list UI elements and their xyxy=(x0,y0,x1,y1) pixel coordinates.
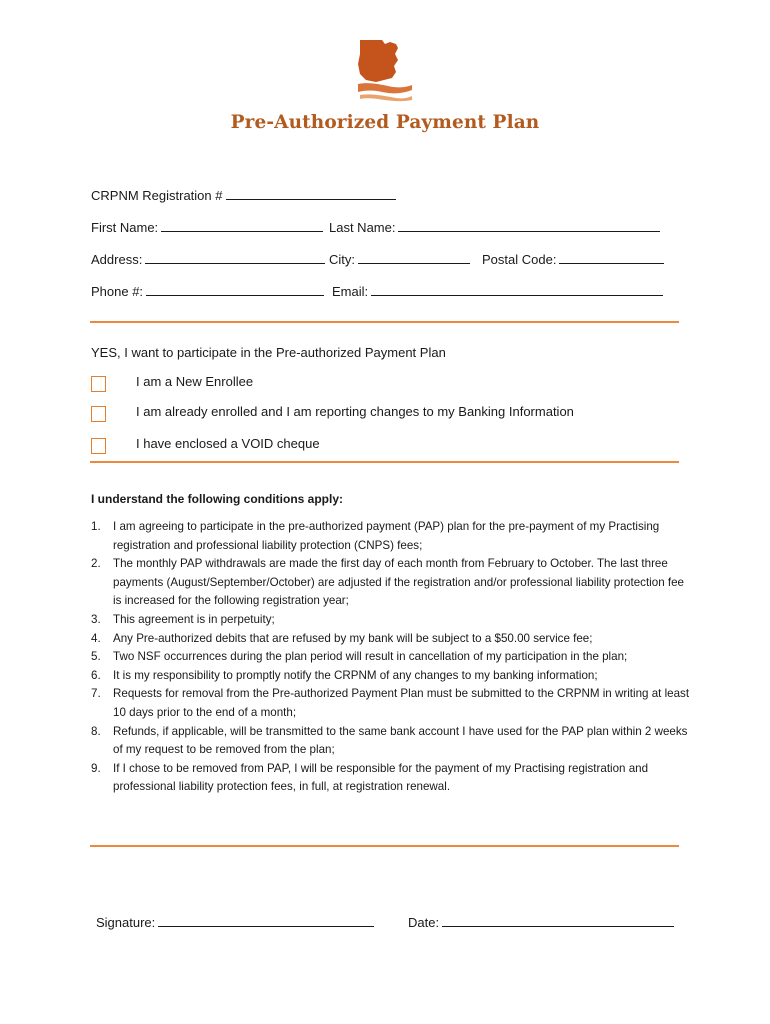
address-label: Address: xyxy=(91,252,143,267)
section-divider xyxy=(90,461,679,463)
name-row xyxy=(91,219,671,235)
list-item-number: 8. xyxy=(91,724,101,738)
list-item xyxy=(91,648,691,667)
first-name-label: First Name: xyxy=(91,220,159,235)
list-item-text: If I chose to be removed from PAP, I will be responsible for the payment of my Practising registration and professional liability protection fees, in full, at registration renewal. xyxy=(113,761,649,794)
registration-label: CRPNM Registration # xyxy=(91,188,223,203)
participation-intro: YES, I want to participate in the Pre-authorized Payment Plan xyxy=(91,345,446,360)
city-label: City: xyxy=(329,252,355,267)
page-title: Pre-Authorized Payment Plan xyxy=(230,112,540,133)
list-item-number: 1. xyxy=(91,520,101,533)
list-item-text: Two NSF occurrences during the plan period will result in cancellation of my participation in the plan; xyxy=(113,650,628,664)
conditions-list xyxy=(91,518,691,797)
list-item-number: 9. xyxy=(91,761,101,775)
list-item-number: 4. xyxy=(91,631,101,645)
address-field[interactable] xyxy=(145,251,325,264)
phone-field[interactable] xyxy=(146,283,324,296)
list-item-number: 7. xyxy=(91,687,101,701)
postal-code-group xyxy=(482,251,664,268)
list-item-text: This agreement is in perpetuity; xyxy=(113,612,275,626)
list-item xyxy=(91,630,691,649)
signature-field[interactable] xyxy=(158,914,374,927)
registration-row xyxy=(91,187,396,204)
list-item-text: The monthly PAP withdrawals are made the first day of each month from February to October. The last three payments (August/September/October) are adjusted if the registration and/or professional liability protection fee is increased for the following registration year; xyxy=(113,557,684,608)
registration-number-field[interactable] xyxy=(226,187,396,200)
banking-change-label: I am already enrolled and I am reporting changes to my Banking Information xyxy=(136,404,574,419)
void-cheque-label: I have enclosed a VOID cheque xyxy=(136,436,320,451)
signature-label: Signature: xyxy=(96,915,156,930)
phone-group xyxy=(91,283,324,300)
list-item-text: It is my responsibility to promptly notify the CRPNM of any changes to my banking information; xyxy=(113,668,598,682)
list-item xyxy=(91,667,691,686)
list-item-text: Requests for removal from the Pre-authorized Payment Plan must be submitted to the CRPNM in writing at least 10 days prior to the end of a month; xyxy=(113,687,690,719)
postal-code-field[interactable] xyxy=(559,251,664,264)
address-group xyxy=(91,251,325,268)
list-item xyxy=(91,685,691,722)
conditions-heading: I understand the following conditions apply: xyxy=(91,492,343,506)
date-label: Date: xyxy=(408,915,440,930)
list-item-text: I am agreeing to participate in the pre-authorized payment (PAP) plan for the pre-payment of my Practising registration and professional liability protection (CNPS) fees; xyxy=(113,520,660,552)
list-item-number: 5. xyxy=(91,650,101,664)
section-divider xyxy=(90,321,679,323)
date-group xyxy=(408,914,674,930)
list-item-text: Refunds, if applicable, will be transmitted to the same bank account I have used for the PAP plan within 2 weeks of my request to be removed from the plan; xyxy=(113,724,688,757)
list-item xyxy=(91,723,691,760)
city-group xyxy=(329,251,470,268)
list-item-number: 2. xyxy=(91,557,101,571)
new-enrollee-label: I am a New Enrollee xyxy=(136,374,254,389)
first-name-group xyxy=(91,219,323,236)
list-item xyxy=(91,611,691,630)
last-name-field[interactable] xyxy=(398,219,660,232)
date-field[interactable] xyxy=(442,914,674,927)
banking-change-checkbox[interactable] xyxy=(91,406,106,422)
list-item-text: Any Pre-authorized debits that are refused by my bank will be subject to a $50.00 service fee; xyxy=(113,631,593,645)
city-field[interactable] xyxy=(358,251,470,264)
list-item xyxy=(91,555,691,611)
list-item xyxy=(91,760,691,797)
new-enrollee-checkbox[interactable] xyxy=(91,376,106,392)
list-item xyxy=(91,518,691,555)
email-field[interactable] xyxy=(371,283,663,296)
signature-group xyxy=(96,914,374,930)
organization-logo-icon xyxy=(354,38,416,102)
phone-label: Phone #: xyxy=(91,284,144,299)
first-name-field[interactable] xyxy=(161,219,323,232)
list-item-number: 3. xyxy=(91,612,101,626)
postal-code-label: Postal Code: xyxy=(482,252,557,267)
address-row xyxy=(91,251,671,267)
void-cheque-checkbox[interactable] xyxy=(91,438,106,454)
contact-row xyxy=(91,283,671,299)
last-name-label: Last Name: xyxy=(329,220,396,235)
section-divider xyxy=(90,845,679,847)
email-group xyxy=(332,283,663,300)
email-label: Email: xyxy=(332,284,369,299)
list-item-number: 6. xyxy=(91,668,101,682)
last-name-group xyxy=(329,219,660,236)
